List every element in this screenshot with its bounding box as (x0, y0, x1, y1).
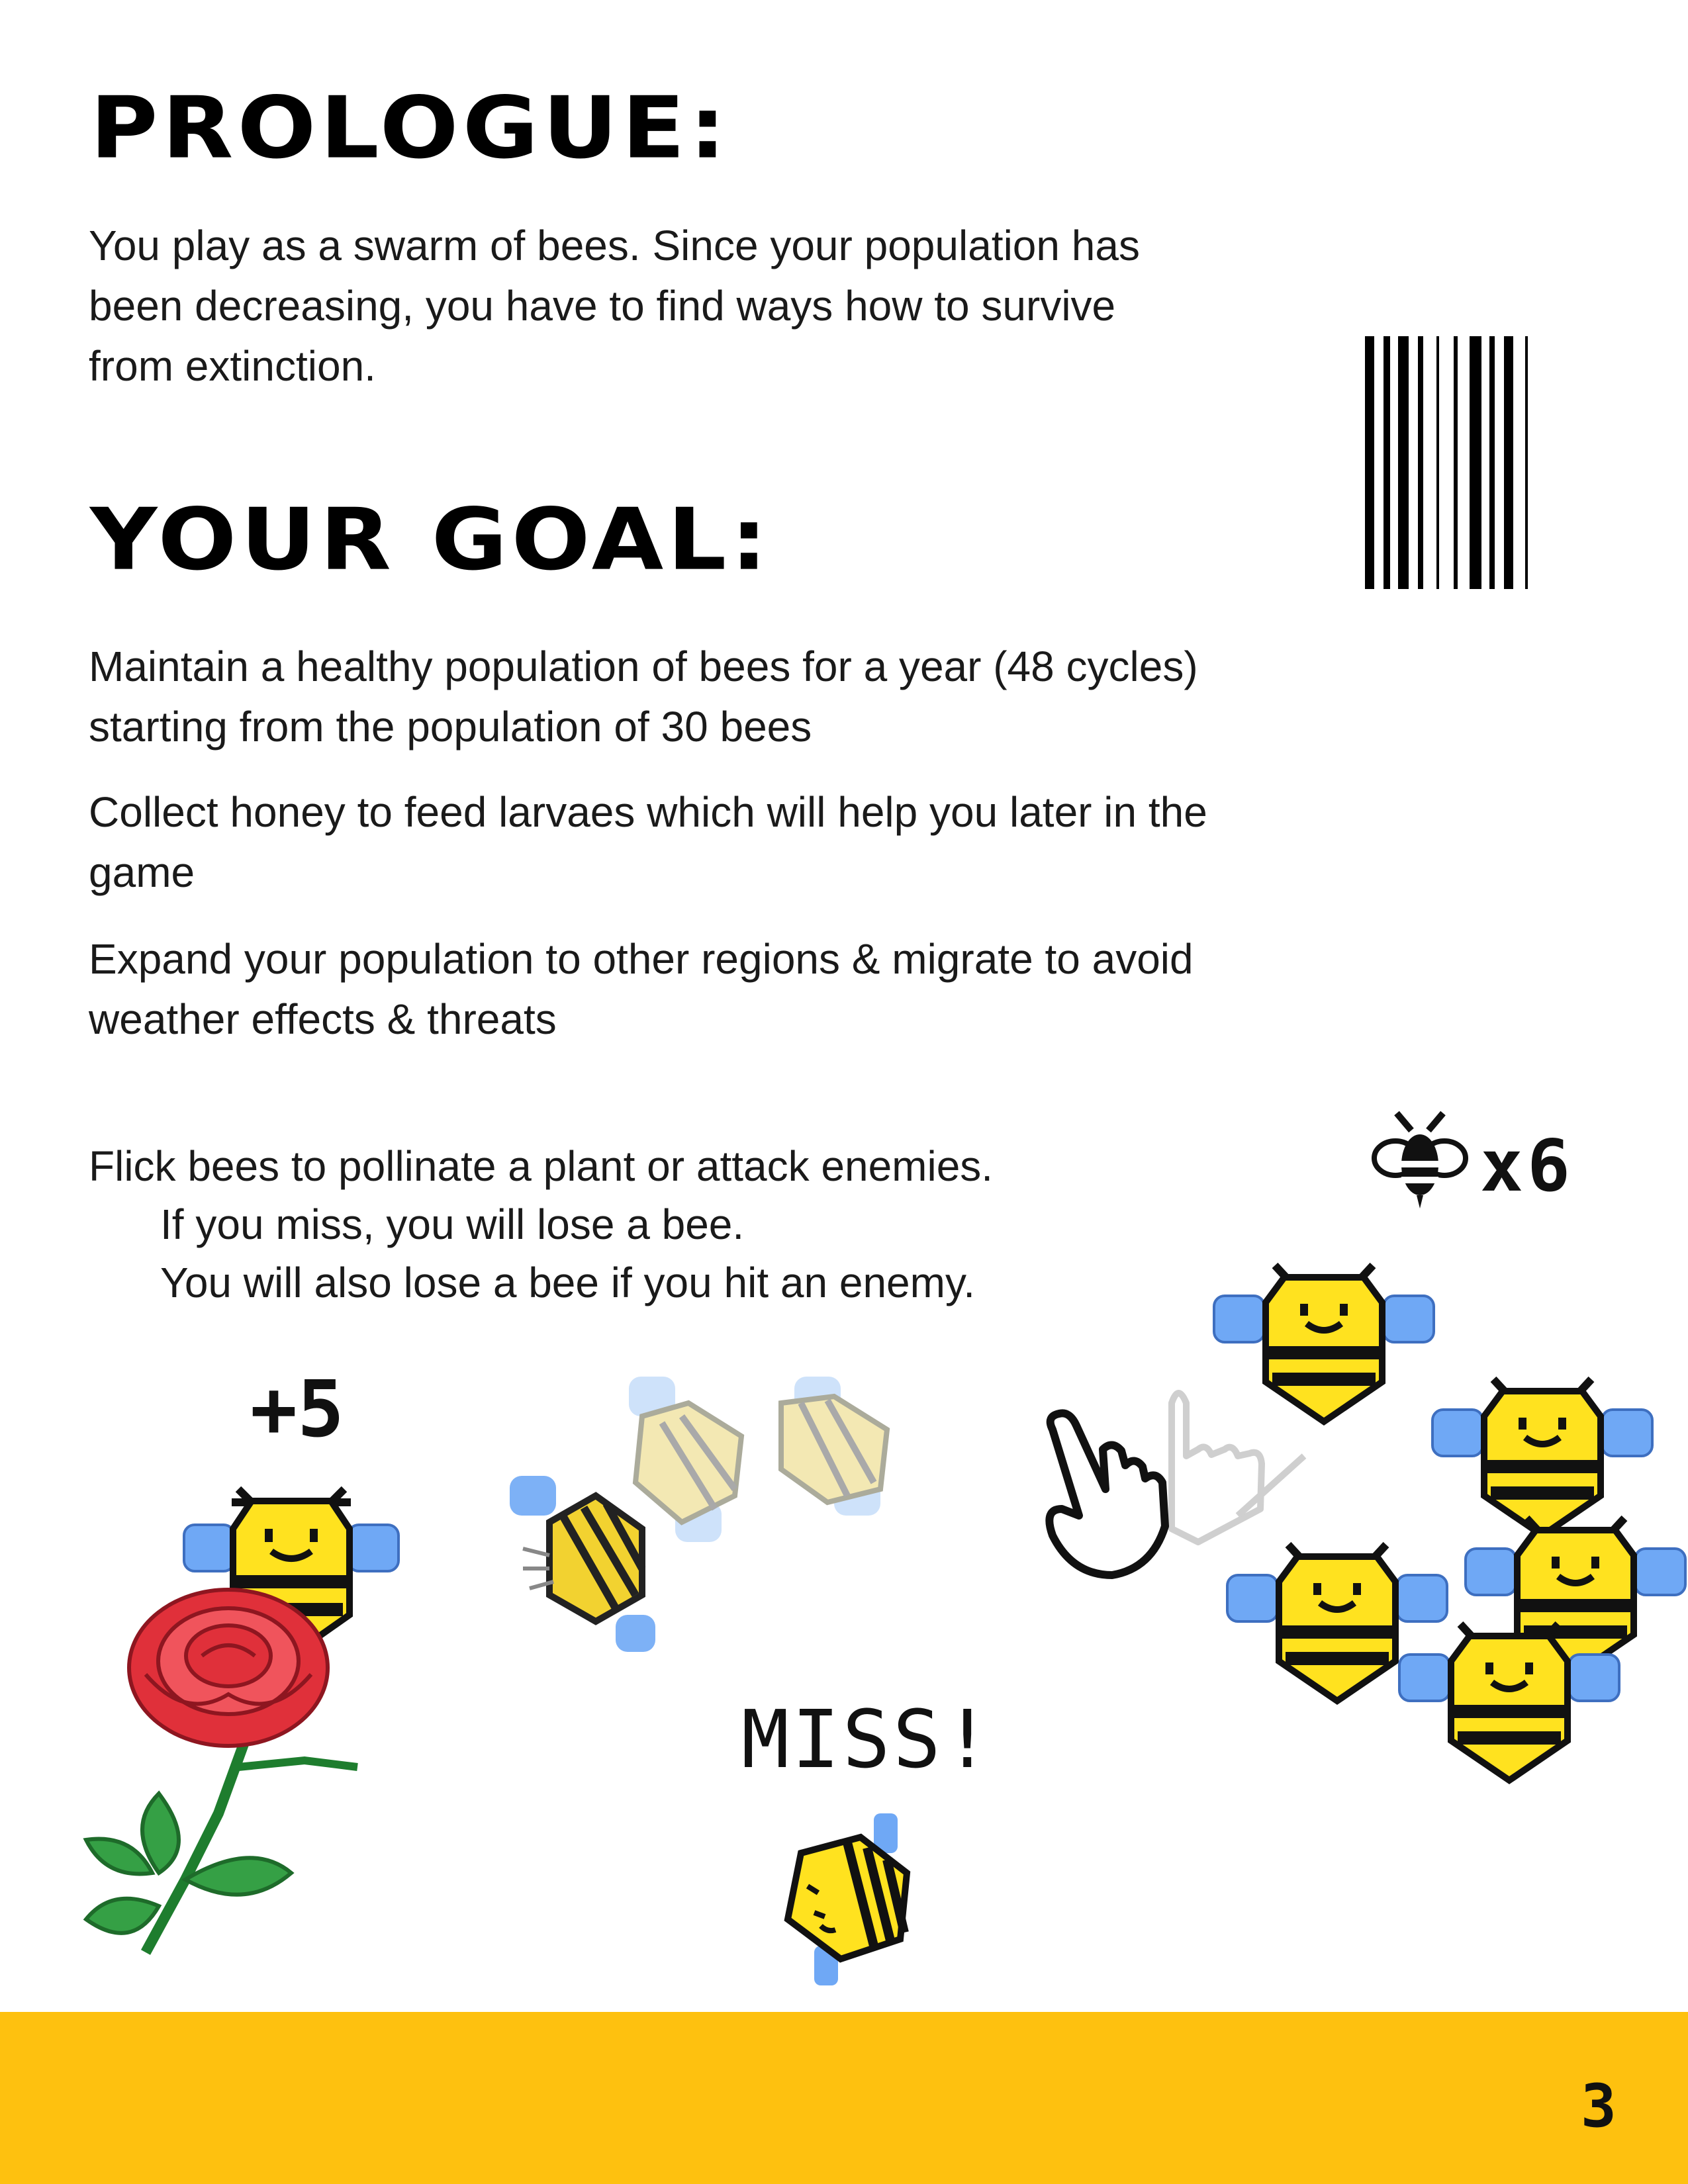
prologue-text (89, 216, 1346, 396)
bee-icon (1397, 1621, 1622, 1787)
goal-item-line: Maintain a healthy population of bees for a year (48 cycles) (89, 643, 1198, 690)
goal-item-line: game (89, 848, 195, 896)
page-footer (0, 2012, 1688, 2184)
barcode-icon (1365, 336, 1669, 589)
barcode-bar (1398, 336, 1409, 589)
barcode-bar (1470, 336, 1481, 589)
barcode-bar (1504, 336, 1513, 589)
instruction-line: Flick bees to pollinate a plant or attack enemies. (89, 1142, 994, 1190)
instruction-line: If you miss, you will lose a bee. (160, 1201, 745, 1248)
instructions-text (89, 1137, 1346, 1312)
barcode-bar (1436, 336, 1439, 589)
bee-icon (1370, 1104, 1470, 1210)
prologue-line: from extinction. (89, 342, 376, 390)
page-number: 3 (1580, 2071, 1617, 2141)
bee-icon (774, 1813, 920, 1985)
prologue-line: You play as a swarm of bees. Since your population has (89, 222, 1140, 269)
goal-item-line: Collect honey to feed larvaes which will help you later in the (89, 788, 1207, 836)
prologue-heading: PROLOGUE: (90, 78, 730, 178)
barcode-bar (1418, 336, 1423, 589)
goal-item-line: Expand your population to other regions & migrate to avoid (89, 935, 1194, 983)
barcode-bar (1489, 336, 1495, 589)
goal-item (89, 637, 1346, 757)
barcode-bar (1454, 336, 1458, 589)
goal-heading: YOUR GOAL: (90, 490, 772, 590)
miss-text: MISS! (741, 1694, 994, 1786)
goal-item-line: weather effects & threats (89, 995, 557, 1043)
bee-counter: x6 (1480, 1125, 1575, 1208)
barcode-bar (1525, 336, 1528, 589)
score-popup: +5 (250, 1363, 345, 1455)
barcode-bar (1383, 336, 1390, 589)
instruction-line: You will also lose a bee if you hit an enemy. (160, 1259, 975, 1306)
bee-icon (510, 1469, 669, 1661)
goal-item (89, 782, 1346, 903)
goal-item (89, 929, 1346, 1050)
rose-icon (86, 1595, 377, 1966)
barcode-bar (1365, 336, 1374, 589)
bee-icon (1211, 1263, 1436, 1428)
prologue-line: been decreasing, you have to find ways how to survive (89, 282, 1116, 330)
goal-item-line: starting from the population of 30 bees (89, 703, 812, 751)
